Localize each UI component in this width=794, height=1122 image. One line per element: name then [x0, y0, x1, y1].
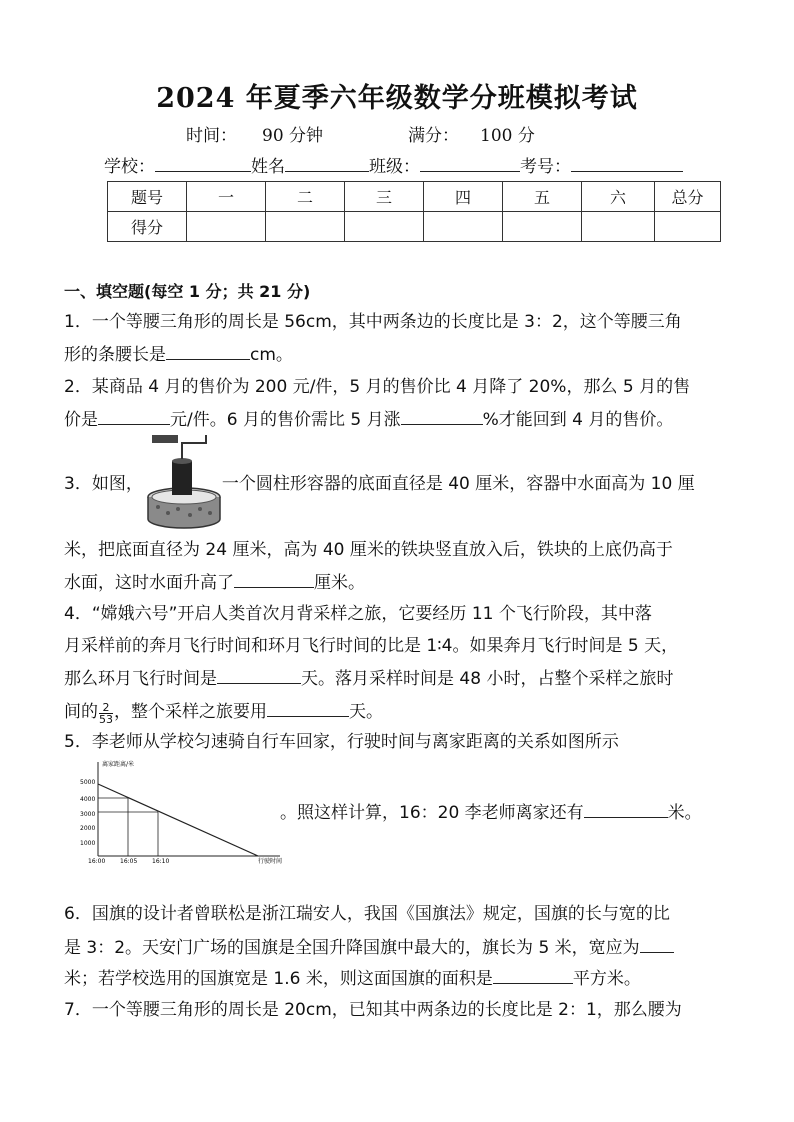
question-5-line-2: [280, 801, 736, 824]
chart-xtick: 16:05: [120, 858, 138, 864]
answer-blank[interactable]: [493, 967, 573, 984]
section-heading: 一、填空题(每空 1 分；共 21 分): [64, 282, 311, 301]
score-table: [107, 181, 721, 242]
question-5-line-1: 5．李老师从学校匀速骑自行车回家，行驶时间与离家距离的关系如图所示: [64, 732, 619, 752]
question-text: %才能回到 4 月的售价。: [482, 410, 674, 430]
question-3-line-3: [64, 571, 736, 594]
class-field[interactable]: [420, 155, 520, 172]
question-text: 3．如图，: [64, 474, 143, 494]
score-table-row: [108, 212, 721, 242]
question-text: 米；若学校选用的国旗宽是 1.6 米，则这面国旗的面积是: [64, 969, 493, 989]
score-table-header-row: [108, 182, 721, 212]
name-label: 姓名: [251, 157, 285, 177]
question-text: ，整个采样之旅要用: [114, 702, 267, 722]
score-table-header-cell: 四: [424, 182, 503, 212]
question-text: 厘米。: [314, 573, 365, 593]
question-text: 。照这样计算，16：20 李老师离家还有: [280, 803, 584, 823]
score-cell[interactable]: [345, 212, 424, 242]
question-4-line-1: 4．“嫦娥六号”开启人类首次月背采样之旅，它要经历 11 个飞行阶段，其中落: [64, 604, 652, 624]
chart-ytick: 1000: [80, 840, 96, 847]
class-label: 班级：: [369, 157, 420, 177]
answer-blank[interactable]: [234, 571, 314, 588]
answer-blank[interactable]: [166, 343, 250, 360]
score-cell[interactable]: [503, 212, 582, 242]
chart-ytick: 2000: [80, 825, 96, 832]
score-label: 满分：: [408, 126, 459, 146]
chart-ytick: 4000: [80, 796, 96, 803]
question-6-line-1: 6．国旗的设计者曾联松是浙江瑞安人，我国《国旗法》规定，国旗的长与宽的比: [64, 904, 670, 924]
id-field[interactable]: [571, 155, 683, 172]
question-text: 那么环月飞行时间是: [64, 669, 217, 689]
score-cell[interactable]: [266, 212, 345, 242]
chart-ylabel: 离家距离/米: [102, 761, 135, 768]
question-3-line-1: [64, 473, 736, 495]
score-table-header-cell: 一: [187, 182, 266, 212]
page-title: 2024 年夏季六年级数学分班模拟考试: [156, 83, 638, 114]
question-6-line-3: [64, 967, 736, 990]
question-6-line-2: [64, 936, 736, 959]
question-text: 水面，这时水面升高了: [64, 573, 234, 593]
question-4-line-4: [64, 700, 736, 725]
answer-blank[interactable]: [584, 801, 668, 818]
question-4-line-2: 月采样前的奔月飞行时间和环月飞行时间的比是 1∶4。如果奔月飞行时间是 5 天，: [64, 636, 679, 656]
answer-blank[interactable]: [267, 700, 349, 717]
question-4-line-3: [64, 667, 736, 690]
question-text: 米。: [667, 803, 702, 823]
question-1-line-1: 1．一个等腰三角形的周长是 56cm，其中两条边的长度比是 3：2，这个等腰三角: [64, 312, 682, 332]
answer-blank[interactable]: [98, 408, 170, 425]
question-text: 是 3：2。天安门广场的国旗是全国升降国旗中最大的，旗长为 5 米，宽应为: [64, 938, 640, 958]
question-text: cm。: [250, 345, 293, 365]
chart-xtick: 16:10: [152, 858, 170, 864]
score-table-header-cell: 五: [503, 182, 582, 212]
chart-xtick: 16:00: [88, 858, 106, 864]
score-value: 100 分: [480, 126, 535, 146]
question-1-line-2: [64, 343, 736, 366]
school-field[interactable]: [155, 155, 251, 172]
question-text: 平方米。: [572, 969, 641, 989]
question-text: 天。: [349, 702, 383, 722]
question-2-line-2: [64, 408, 736, 431]
student-info-line: [104, 152, 730, 177]
fraction-numerator: 2: [99, 702, 113, 714]
time-value: 90 分钟: [262, 126, 324, 146]
score-row-label: 得分: [108, 212, 187, 242]
score-cell[interactable]: [582, 212, 655, 242]
question-text: 形的条腰长是: [64, 345, 166, 365]
score-cell[interactable]: [655, 212, 721, 242]
score-table-header-cell: 六: [582, 182, 655, 212]
name-field[interactable]: [285, 155, 369, 172]
question-2-line-1: 2．某商品 4 月的售价为 200 元/件，5 月的售价比 4 月降了 20%，那么 5 月的售: [64, 377, 691, 397]
question-7-line-1: 7．一个等腰三角形的周长是 20cm，已知其中两条边的长度比是 2：1，那么腰为: [64, 1000, 682, 1020]
distance-time-chart: [80, 756, 290, 864]
answer-blank[interactable]: [217, 667, 301, 684]
question-3-line-2: 米，把底面直径为 24 厘米，高为 40 厘米的铁块竖直放入后，铁块的上底仍高于: [64, 540, 673, 560]
score-cell[interactable]: [424, 212, 503, 242]
question-text: 天。落月采样时间是 48 小时，占整个采样之旅时: [301, 669, 674, 689]
answer-blank[interactable]: [640, 936, 674, 953]
answer-blank[interactable]: [401, 408, 483, 425]
score-table-header-cell: 总分: [655, 182, 721, 212]
chart-xlabel: 行驶时间: [258, 858, 283, 864]
chart-series-line: [98, 784, 258, 856]
question-text: 价是: [64, 410, 98, 430]
time-label: 时间：: [186, 126, 237, 146]
score-table-header-cell: 题号: [108, 182, 187, 212]
question-text: 元/件。6 月的售价需比 5 月涨: [170, 410, 401, 430]
question-text: 间的: [64, 702, 98, 722]
fraction: [99, 702, 113, 725]
chart-ytick: 5000: [80, 779, 96, 786]
chart-ytick: 3000: [80, 811, 96, 818]
id-label: 考号：: [520, 157, 571, 177]
score-table-header-cell: 二: [266, 182, 345, 212]
fraction-denominator: 53: [99, 713, 113, 726]
question-text: 一个圆柱形容器的底面直径是 40 厘米，容器中水面高为 10 厘: [221, 474, 695, 494]
score-cell[interactable]: [187, 212, 266, 242]
school-label: 学校：: [104, 157, 155, 177]
score-table-header-cell: 三: [345, 182, 424, 212]
